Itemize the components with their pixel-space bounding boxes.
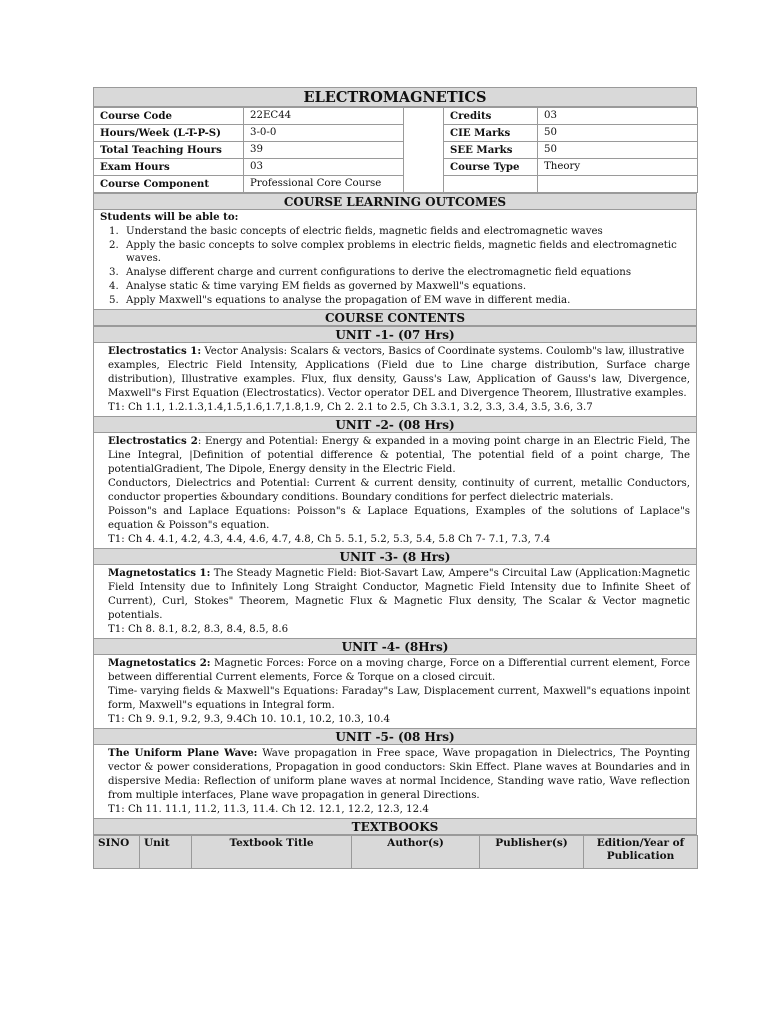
clo-section [93, 210, 697, 309]
unit-text: Vector Analysis: Scalars & vectors, Basics of Coordinate systems. Coulomb"s law, illustrative [201, 345, 685, 357]
unit-topic: The Uniform Plane Wave: [108, 746, 258, 759]
textbooks-header-row [94, 835, 698, 868]
column-header: Author(s) [352, 835, 480, 868]
clo-item: 5. Apply Maxwell"s equations to analyse the propagation of EM wave in different media. [122, 294, 690, 308]
unit-topic: Magnetostatics 1: [108, 566, 211, 579]
unit-text: Magnetic Forces: Force on a moving charge, Force on a Differential current element, Force between differential Current elements, Force & Torque on a closed circuit. [108, 657, 690, 683]
unit-paragraph [108, 746, 690, 803]
info-label: Hours/Week (L-T-P-S) [94, 125, 244, 142]
textbooks-heading: TEXTBOOKS [93, 818, 697, 835]
info-row [94, 142, 698, 159]
unit-paragraph: Time- varying fields & Maxwell"s Equations: Faraday"s Law, Displacement current, Maxwell"s equations inpoint form, Maxwell"s equations in Integral form. [108, 685, 690, 711]
unit-2-body [93, 433, 697, 548]
unit-5-body [93, 745, 697, 818]
info-row [94, 159, 698, 176]
info-label: SEE Marks [444, 142, 538, 159]
info-value: 3-0-0 [244, 125, 404, 142]
unit-text: The Steady Magnetic Field: Biot-Savart Law, Ampere"s Circuital Law (Application:Magnetic Field Intensity due to Infinitely Long Straight Conductor, Magnetic Field Intensity due to Infinite Sheet of Current), Curl, Stokes" Theorem, Magnetic Flux & Magnetic Flux density, The Scalar & Vector magnetic potentials. [108, 567, 691, 621]
info-label: Course Type [444, 159, 538, 176]
course-title: ELECTROMAGNETICS [93, 87, 697, 107]
info-value [538, 176, 698, 193]
unit-text: Wave propagation in Free space, Wave propagation in Dielectrics, The Poynting vector & power considerations, Propagation in good conductors: Skin Effect. Plane waves at Boundaries and in dispersive Media: Reflection of uniform plane waves at normal Incidence, Standing wave ratio, Wave reflection from multiple interfaces, Plane wave propagation in general Directions. [108, 747, 691, 801]
info-row [94, 176, 698, 193]
info-label: Course Component [94, 176, 244, 193]
clo-item: 2. Apply the basic concepts to solve complex problems in electric fields, magnetic fields and electromagnetic waves. [122, 239, 690, 267]
clo-item: 3. Analyse different charge and current configurations to derive the electromagnetic field equations [122, 266, 690, 280]
info-label [444, 176, 538, 193]
info-label: Credits [444, 108, 538, 125]
clo-heading: COURSE LEARNING OUTCOMES [93, 193, 697, 210]
info-value: 03 [244, 159, 404, 176]
unit-paragraph [108, 566, 690, 623]
clo-list [100, 225, 690, 308]
unit-paragraph: Poisson"s and Laplace Equations: Poisson"s & Laplace Equations, Examples of the solutions of Laplace"s equation & Poisson"s equation. [108, 505, 690, 531]
clo-intro: Students will be able to: [100, 211, 239, 223]
unit-paragraph [108, 434, 690, 477]
info-value: 03 [538, 108, 698, 125]
unit-4-heading: UNIT -4- (8Hrs) [93, 638, 697, 655]
course-syllabus-sheet [93, 87, 697, 869]
unit-1-body [93, 343, 697, 416]
unit-topic: Magnetostatics 2: [108, 656, 211, 669]
info-value: 39 [244, 142, 404, 159]
unit-4-body [93, 655, 697, 728]
info-label: Course Code [94, 108, 244, 125]
column-header: Unit [140, 835, 192, 868]
unit-paragraph [108, 344, 690, 359]
column-header: Publisher(s) [480, 835, 584, 868]
textbooks-table [93, 835, 698, 869]
unit-reference: T1: Ch 9. 9.1, 9.2, 9.3, 9.4Ch 10. 10.1, 10.2, 10.3, 10.4 [108, 713, 390, 725]
unit-topic: Electrostatics 2 [108, 434, 198, 447]
unit-paragraph [108, 656, 690, 685]
info-value: 50 [538, 125, 698, 142]
unit-reference: T1: Ch 8. 8.1, 8.2, 8.3, 8.4, 8.5, 8.6 [108, 623, 289, 635]
clo-item: 1. Understand the basic concepts of electric fields, magnetic fields and electromagnetic waves [122, 225, 690, 239]
info-row [94, 125, 698, 142]
unit-3-body [93, 565, 697, 638]
unit-topic: Electrostatics 1: [108, 344, 202, 357]
column-header: Edition/Year of Publication [584, 835, 698, 868]
unit-1-heading: UNIT -1- (07 Hrs) [93, 326, 697, 343]
unit-reference: T1: Ch 4. 4.1, 4.2, 4.3, 4.4, 4.6, 4.7, 4.8, Ch 5. 5.1, 5.2, 5.3, 5.4, 5.8 Ch 7- 7.1, 7.3, 7.4 [108, 533, 551, 545]
clo-item: 4. Analyse static & time varying EM fields as governed by Maxwell"s equations. [122, 280, 690, 294]
info-label: Exam Hours [94, 159, 244, 176]
unit-3-heading: UNIT -3- (8 Hrs) [93, 548, 697, 565]
info-spacer [404, 108, 444, 193]
info-value: Professional Core Course [244, 176, 404, 193]
info-value: 50 [538, 142, 698, 159]
unit-5-heading: UNIT -5- (08 Hrs) [93, 728, 697, 745]
unit-reference: T1: Ch 11. 11.1, 11.2, 11.3, 11.4. Ch 12. 12.1, 12.2, 12.3, 12.4 [108, 803, 429, 815]
info-label: Total Teaching Hours [94, 142, 244, 159]
unit-paragraph: Conductors, Dielectrics and Potential: Current & current density, continuity of current, metallic Conductors, conductor properties &boundary conditions. Boundary conditions for perfect dielectric materials. [108, 477, 690, 503]
unit-reference: T1: Ch 1.1, 1.2.1.3,1.4,1.5,1.6,1.7,1.8,1.9, Ch 2. 2.1 to 2.5, Ch 3.3.1, 3.2, 3.3, 3.4, 3.5, 3.6, 3.7 [108, 401, 593, 413]
info-label: CIE Marks [444, 125, 538, 142]
unit-paragraph: examples, Electric Field Intensity, Applications (Field due to Line charge distribution, Surface charge distribution), Illustrative examples. Flux, flux density, Gauss's Law, Application of Gauss's law, Divergence, Maxwell"s First Equation (Electrostatics). Vector operator DEL and Divergence Theorem, Illustrative examples. [108, 359, 690, 399]
info-row [94, 108, 698, 125]
column-header: Textbook Title [192, 835, 352, 868]
unit-2-heading: UNIT -2- (08 Hrs) [93, 416, 697, 433]
info-value: 22EC44 [244, 108, 404, 125]
column-header: SINO [94, 835, 140, 868]
unit-text: : Energy and Potential: Energy & expanded in a moving point charge in an Electric Field, The Line Integral, |Definition of potential difference & potential, The potential field of a point charge, The potentialGradient, The Dipole, Energy density in the Electric Field. [108, 435, 690, 475]
info-value: Theory [538, 159, 698, 176]
course-info-table [93, 107, 698, 193]
course-contents-heading: COURSE CONTENTS [93, 309, 697, 326]
